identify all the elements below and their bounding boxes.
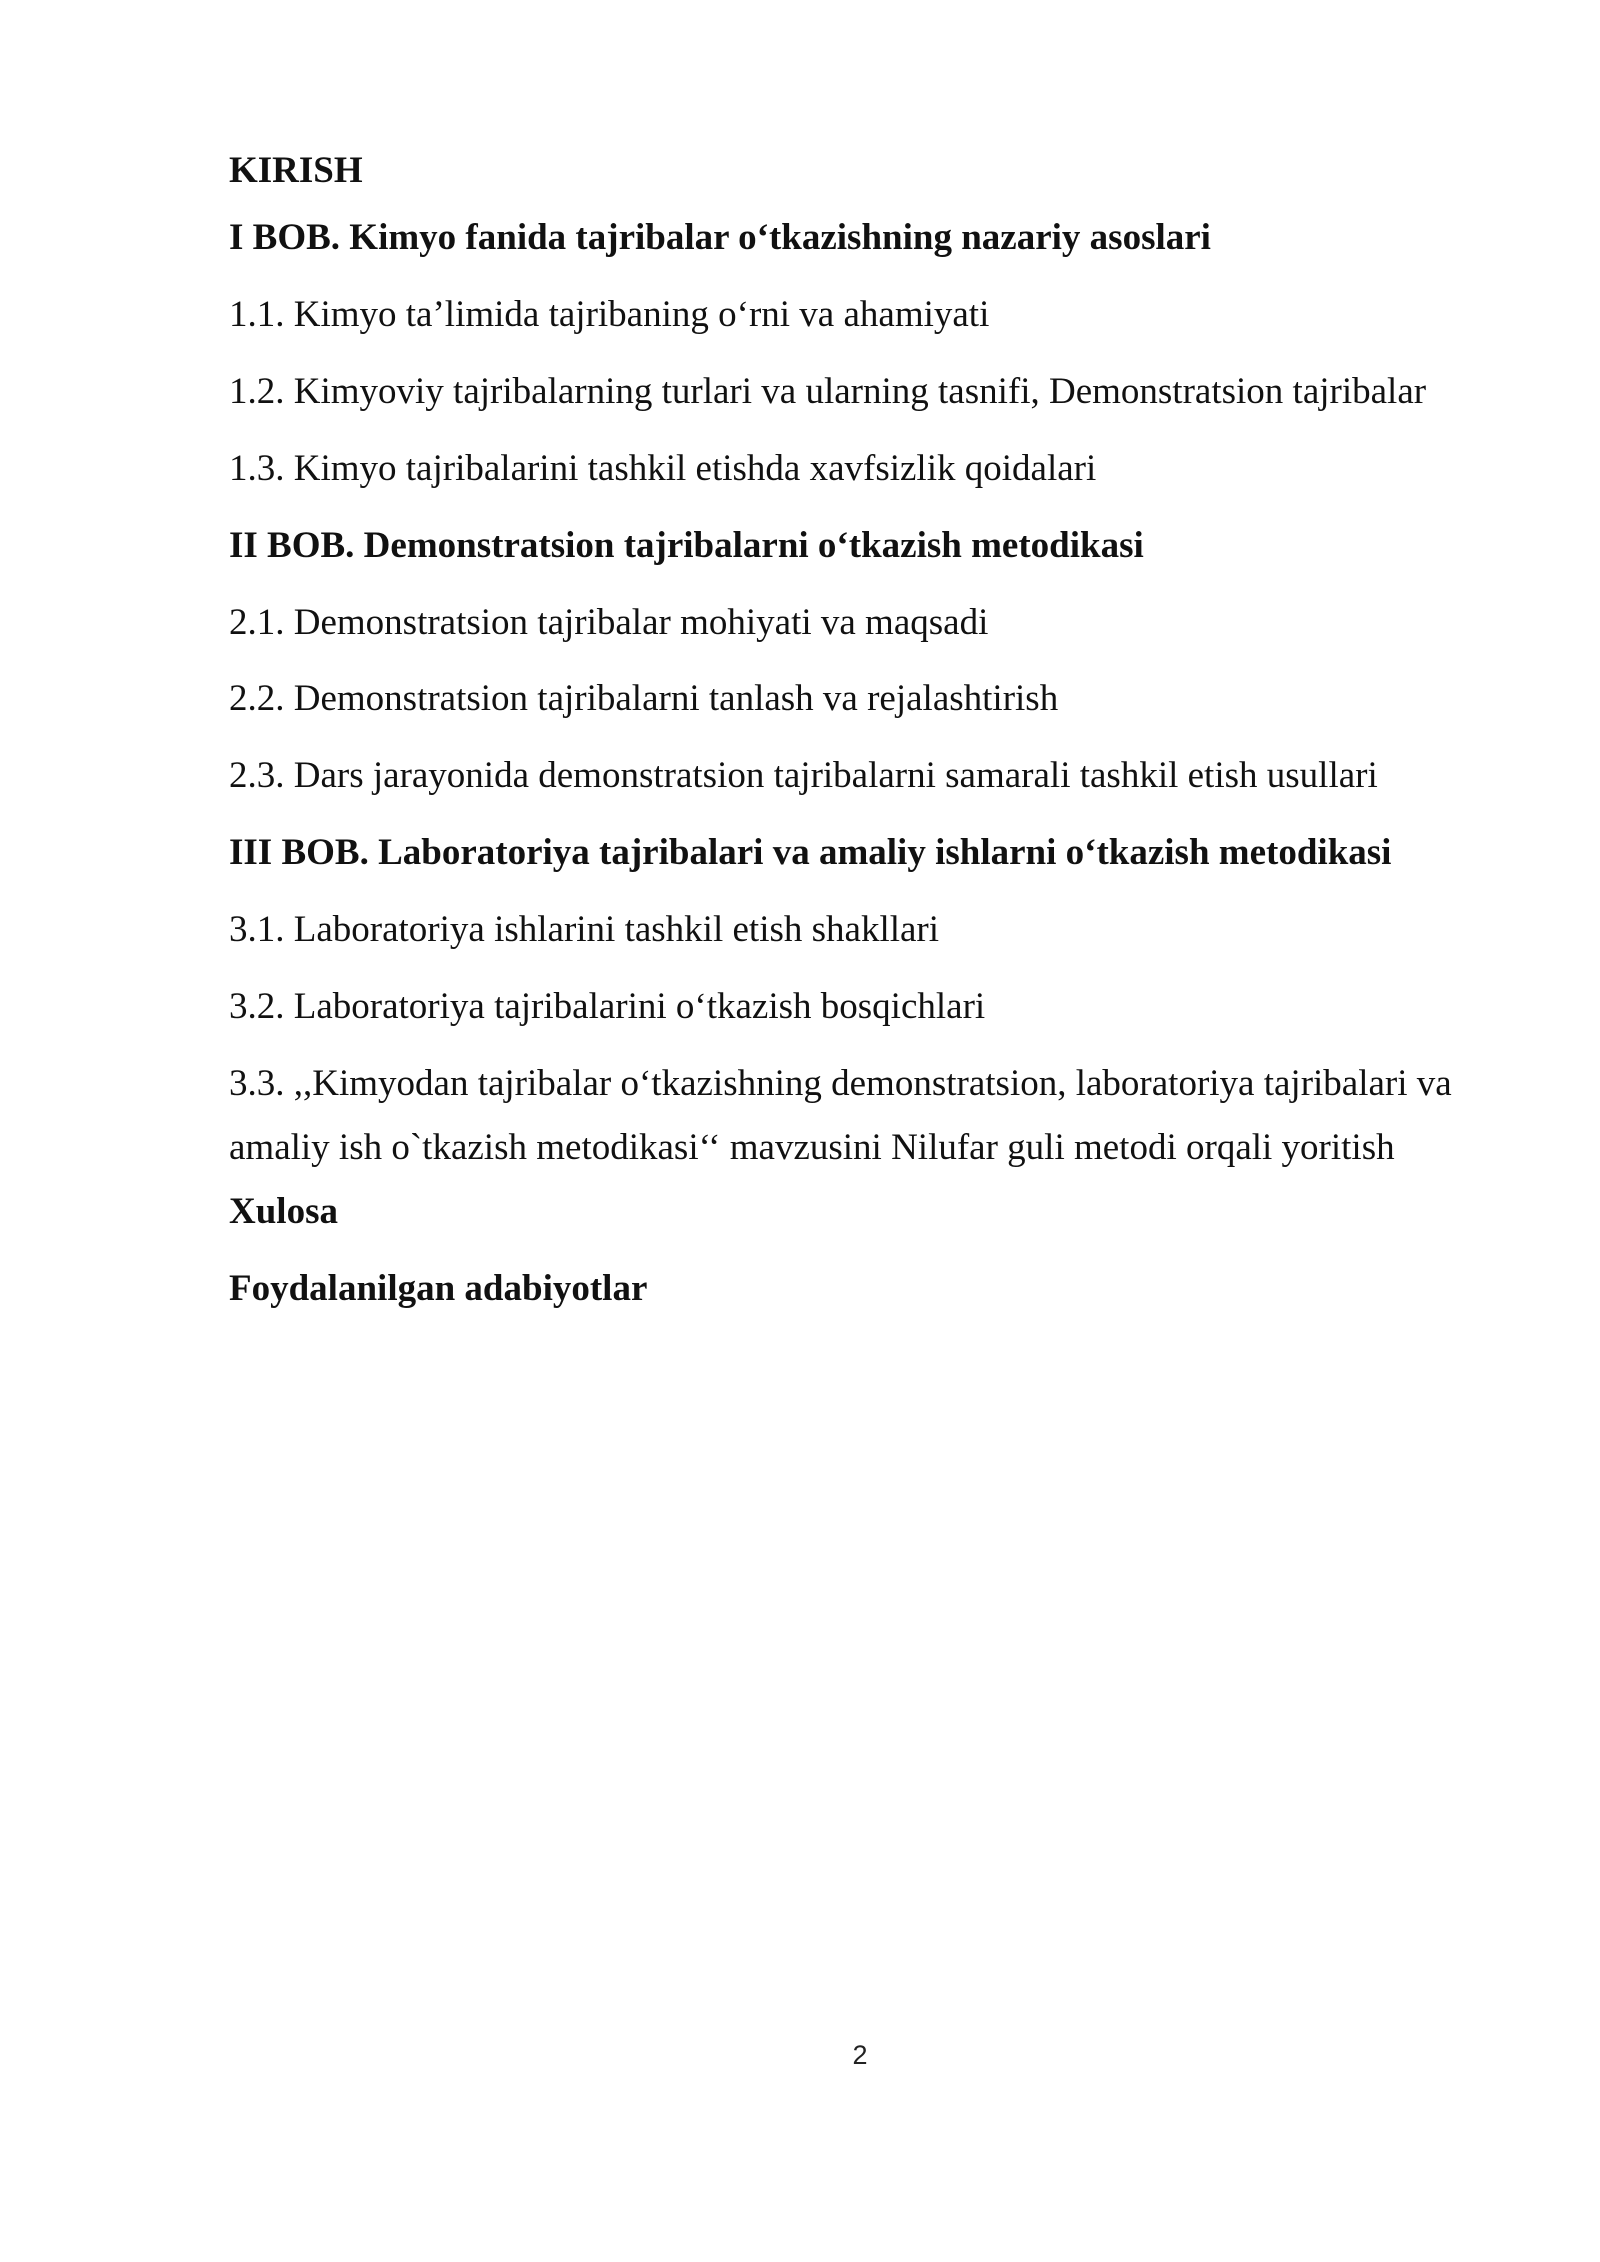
toc-item-1-2: 1.2. Kimyoviy tajribalarning turlari va ularning tasnifi, Demonstratsion tajribalar [229, 371, 1427, 412]
toc-item-3-1: 3.1. Laboratoriya ishlarini tashkil etish shakllari [229, 909, 940, 950]
toc-chapter3-title: III BOB. Laboratoriya tajribalari va amaliy ishlarni o‘tkazish metodikasi [229, 832, 1392, 873]
toc-item-1-1: 1.1. Kimyo ta’limida tajribaning o‘rni va ahamiyati [229, 294, 990, 335]
toc-item-2-1: 2.1. Demonstratsion tajribalar mohiyati va maqsadi [229, 602, 989, 643]
toc-intro: KIRISH [229, 150, 363, 191]
page-number: 2 [852, 2040, 868, 2070]
toc-item-3-3-line1: 3.3. ,,Kimyodan tajribalar o‘tkazishning demonstratsion, laboratoriya tajribalari va [229, 1063, 1452, 1104]
toc-chapter2-title: II BOB. Demonstratsion tajribalarni o‘tkazish metodikasi [229, 525, 1144, 566]
toc-item-2-2: 2.2. Demonstratsion tajribalarni tanlash va rejalashtirish [229, 678, 1059, 719]
toc-item-3-3-line2: amaliy ish o`tkazish metodikasi‘‘ mavzusini Nilufar guli metodi orqali yoritish [229, 1127, 1395, 1168]
toc-item-1-3: 1.3. Kimyo tajribalarini tashkil etishda xavfsizlik qoidalari [229, 448, 1097, 489]
toc-references: Foydalanilgan adabiyotlar [229, 1268, 648, 1309]
toc-chapter1-title: I BOB. Kimyo fanida tajribalar o‘tkazishning nazariy asoslari [229, 217, 1211, 258]
toc-item-3-2: 3.2. Laboratoriya tajribalarini o‘tkazish bosqichlari [229, 986, 986, 1027]
toc-item-2-3: 2.3. Dars jarayonida demonstratsion tajribalarni samarali tashkil etish usullari [229, 755, 1378, 796]
toc-conclusion: Xulosa [229, 1191, 338, 1232]
